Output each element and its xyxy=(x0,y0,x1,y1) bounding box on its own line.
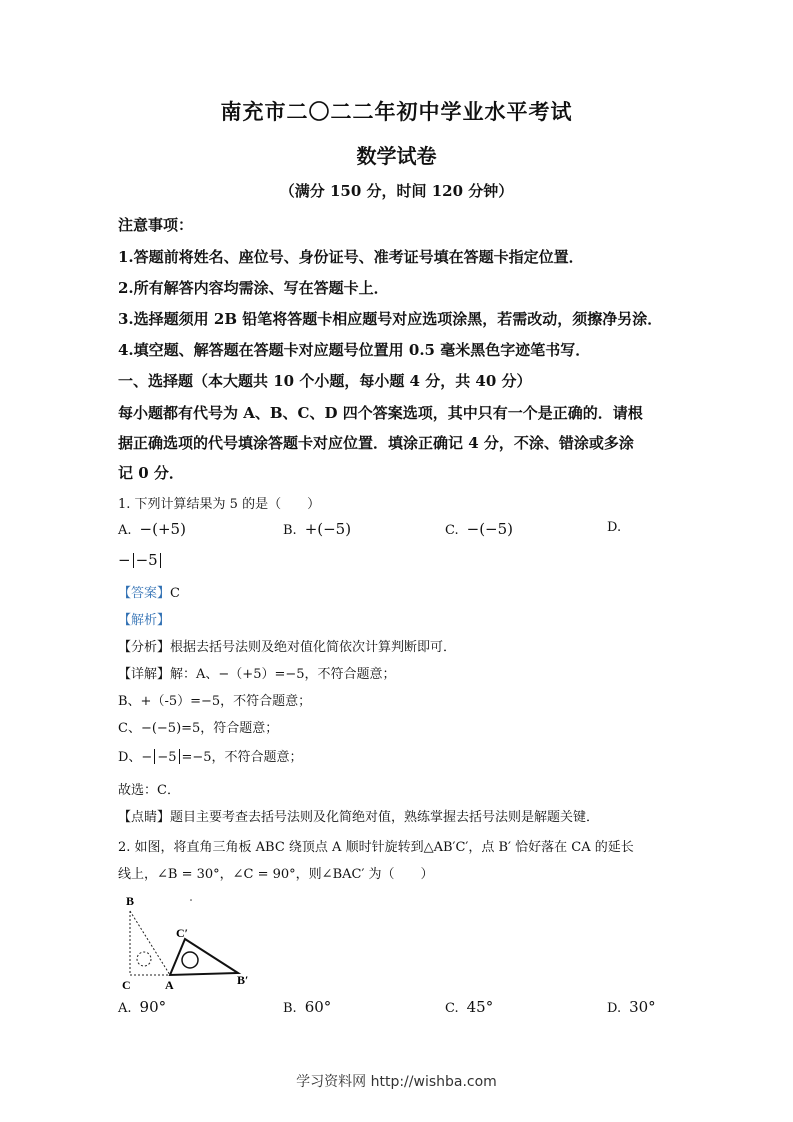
xiangjie-text: 解：A、−（+5）=−5，不符合题意； xyxy=(170,667,396,682)
question-2-stem-line2: 线上，∠B = 30°，∠C = 90°，则∠BAC′ 为（ ） xyxy=(118,867,434,882)
option-label: A. xyxy=(118,523,132,538)
answer-line xyxy=(118,582,180,601)
solution-line-d xyxy=(118,746,303,765)
abs-bar-right xyxy=(160,553,161,568)
answer-value: C xyxy=(170,586,180,601)
q1-option-d-value xyxy=(118,551,163,569)
abs-bar-right xyxy=(179,749,180,764)
dianjing-line xyxy=(118,806,599,825)
section-desc: 据正确选项的代号填涂答题卡对应位置．填涂正确记 4 分，不涂、错涂或多涂 xyxy=(118,434,634,452)
option-label: D. xyxy=(607,520,622,535)
section-heading: 一、选择题（本大题共 10 个小题，每小题 4 分，共 40 分） xyxy=(118,372,532,390)
label-b: B xyxy=(126,894,135,908)
abs-inner: −5 xyxy=(157,750,177,765)
section-desc: 每小题都有代号为 A、B、C、D 四个答案选项，其中只有一个是正确的．请根 xyxy=(118,404,643,422)
option-value: −(−5) xyxy=(466,520,514,538)
note-item: 2.所有解答内容均需涂、写在答题卡上． xyxy=(118,279,389,297)
q1-option-a xyxy=(118,520,186,538)
minus-sign: − xyxy=(118,551,131,569)
option-label: B. xyxy=(283,523,297,538)
option-label: C. xyxy=(445,1001,459,1016)
dianjing-tag: 【点睛】 xyxy=(118,810,171,825)
label-b-prime: B′ xyxy=(237,973,249,987)
option-value: −(+5) xyxy=(139,520,186,538)
fenxi-tag: 【分析】 xyxy=(118,640,171,655)
solution-line-c: C、−(−5)=5，符合题意； xyxy=(118,721,279,736)
choice-line: 故选：C． xyxy=(118,783,180,798)
note-item: 3.选择题须用 2B 铅笔将答题卡相应题号对应选项涂黑，若需改动，须擦净另涂． xyxy=(118,310,663,328)
q2-option-c xyxy=(445,998,493,1016)
xiangjie-line xyxy=(118,663,396,682)
abs-bar-left xyxy=(133,553,134,568)
xiangjie-tag: 【详解】 xyxy=(118,667,171,682)
solution-line-b: B、+（-5）=−5，不符合题意； xyxy=(118,694,312,709)
option-label: C. xyxy=(445,523,459,538)
label-c: C xyxy=(122,978,131,992)
option-label: A. xyxy=(118,1001,132,1016)
q1-option-c xyxy=(445,520,513,538)
option-value: 45° xyxy=(466,998,494,1016)
footer-watermark: 学习资料网 http://wishba.com xyxy=(296,1074,497,1090)
option-value: 30° xyxy=(629,998,656,1016)
q2-option-b xyxy=(283,998,331,1016)
edge-ab xyxy=(130,911,170,975)
analysis-tag: 【解析】 xyxy=(118,613,171,628)
q2-option-a xyxy=(118,998,166,1016)
option-value: 90° xyxy=(139,998,167,1016)
label-a: A xyxy=(165,978,174,992)
exam-meta: （满分 150 分，时间 120 分钟） xyxy=(279,182,514,200)
line-d-suffix: =−5，不符合题意； xyxy=(181,750,303,765)
q1-option-d xyxy=(607,520,621,535)
q1-option-b xyxy=(283,520,351,538)
hole-original xyxy=(137,952,151,966)
answer-tag: 【答案】 xyxy=(118,586,171,601)
note-item: 4.填空题、解答题在答题卡对应题号位置用 0.5 毫米黑色字迹笔书写． xyxy=(118,341,591,359)
exam-subtitle: 数学试卷 xyxy=(356,144,437,168)
option-label: B. xyxy=(283,1001,297,1016)
note-item: 1.答题前将姓名、座位号、身份证号、准考证号填在答题卡指定位置． xyxy=(118,248,584,266)
notes-heading: 注意事项： xyxy=(118,216,194,234)
dianjing-text: 题目主要考查去括号法则及化简绝对值，熟练掌握去括号法则是解题关键． xyxy=(170,810,600,825)
exam-title: 南充市二〇二二年初中学业水平考试 xyxy=(220,99,573,124)
question-2-stem-line1: 2. 如图，将直角三角板 ABC 绕顶点 A 顺时针旋转到△AB′C′，点 B′ 恰好落在 CA 的延长 xyxy=(118,840,634,855)
q2-option-d xyxy=(607,998,656,1016)
line-d-prefix: D、− xyxy=(118,750,153,765)
rotated-triangle xyxy=(170,939,238,975)
option-value: +(−5) xyxy=(304,520,352,538)
fenxi-line xyxy=(118,636,456,655)
abs-inner: −5 xyxy=(135,551,158,569)
option-label: D. xyxy=(607,1001,622,1016)
fenxi-text: 根据去括号法则及绝对值化简依次计算判断即可． xyxy=(170,640,457,655)
question-1-stem: 1. 下列计算结果为 5 的是（ ） xyxy=(118,497,321,512)
rotation-triangle-figure xyxy=(118,893,268,993)
abs-bar-left xyxy=(154,749,155,764)
label-c-prime: C′ xyxy=(176,926,189,940)
stray-dot xyxy=(190,899,192,901)
option-value: 60° xyxy=(304,998,332,1016)
hole-rotated xyxy=(182,952,198,968)
section-desc: 记 0 分． xyxy=(118,464,184,482)
